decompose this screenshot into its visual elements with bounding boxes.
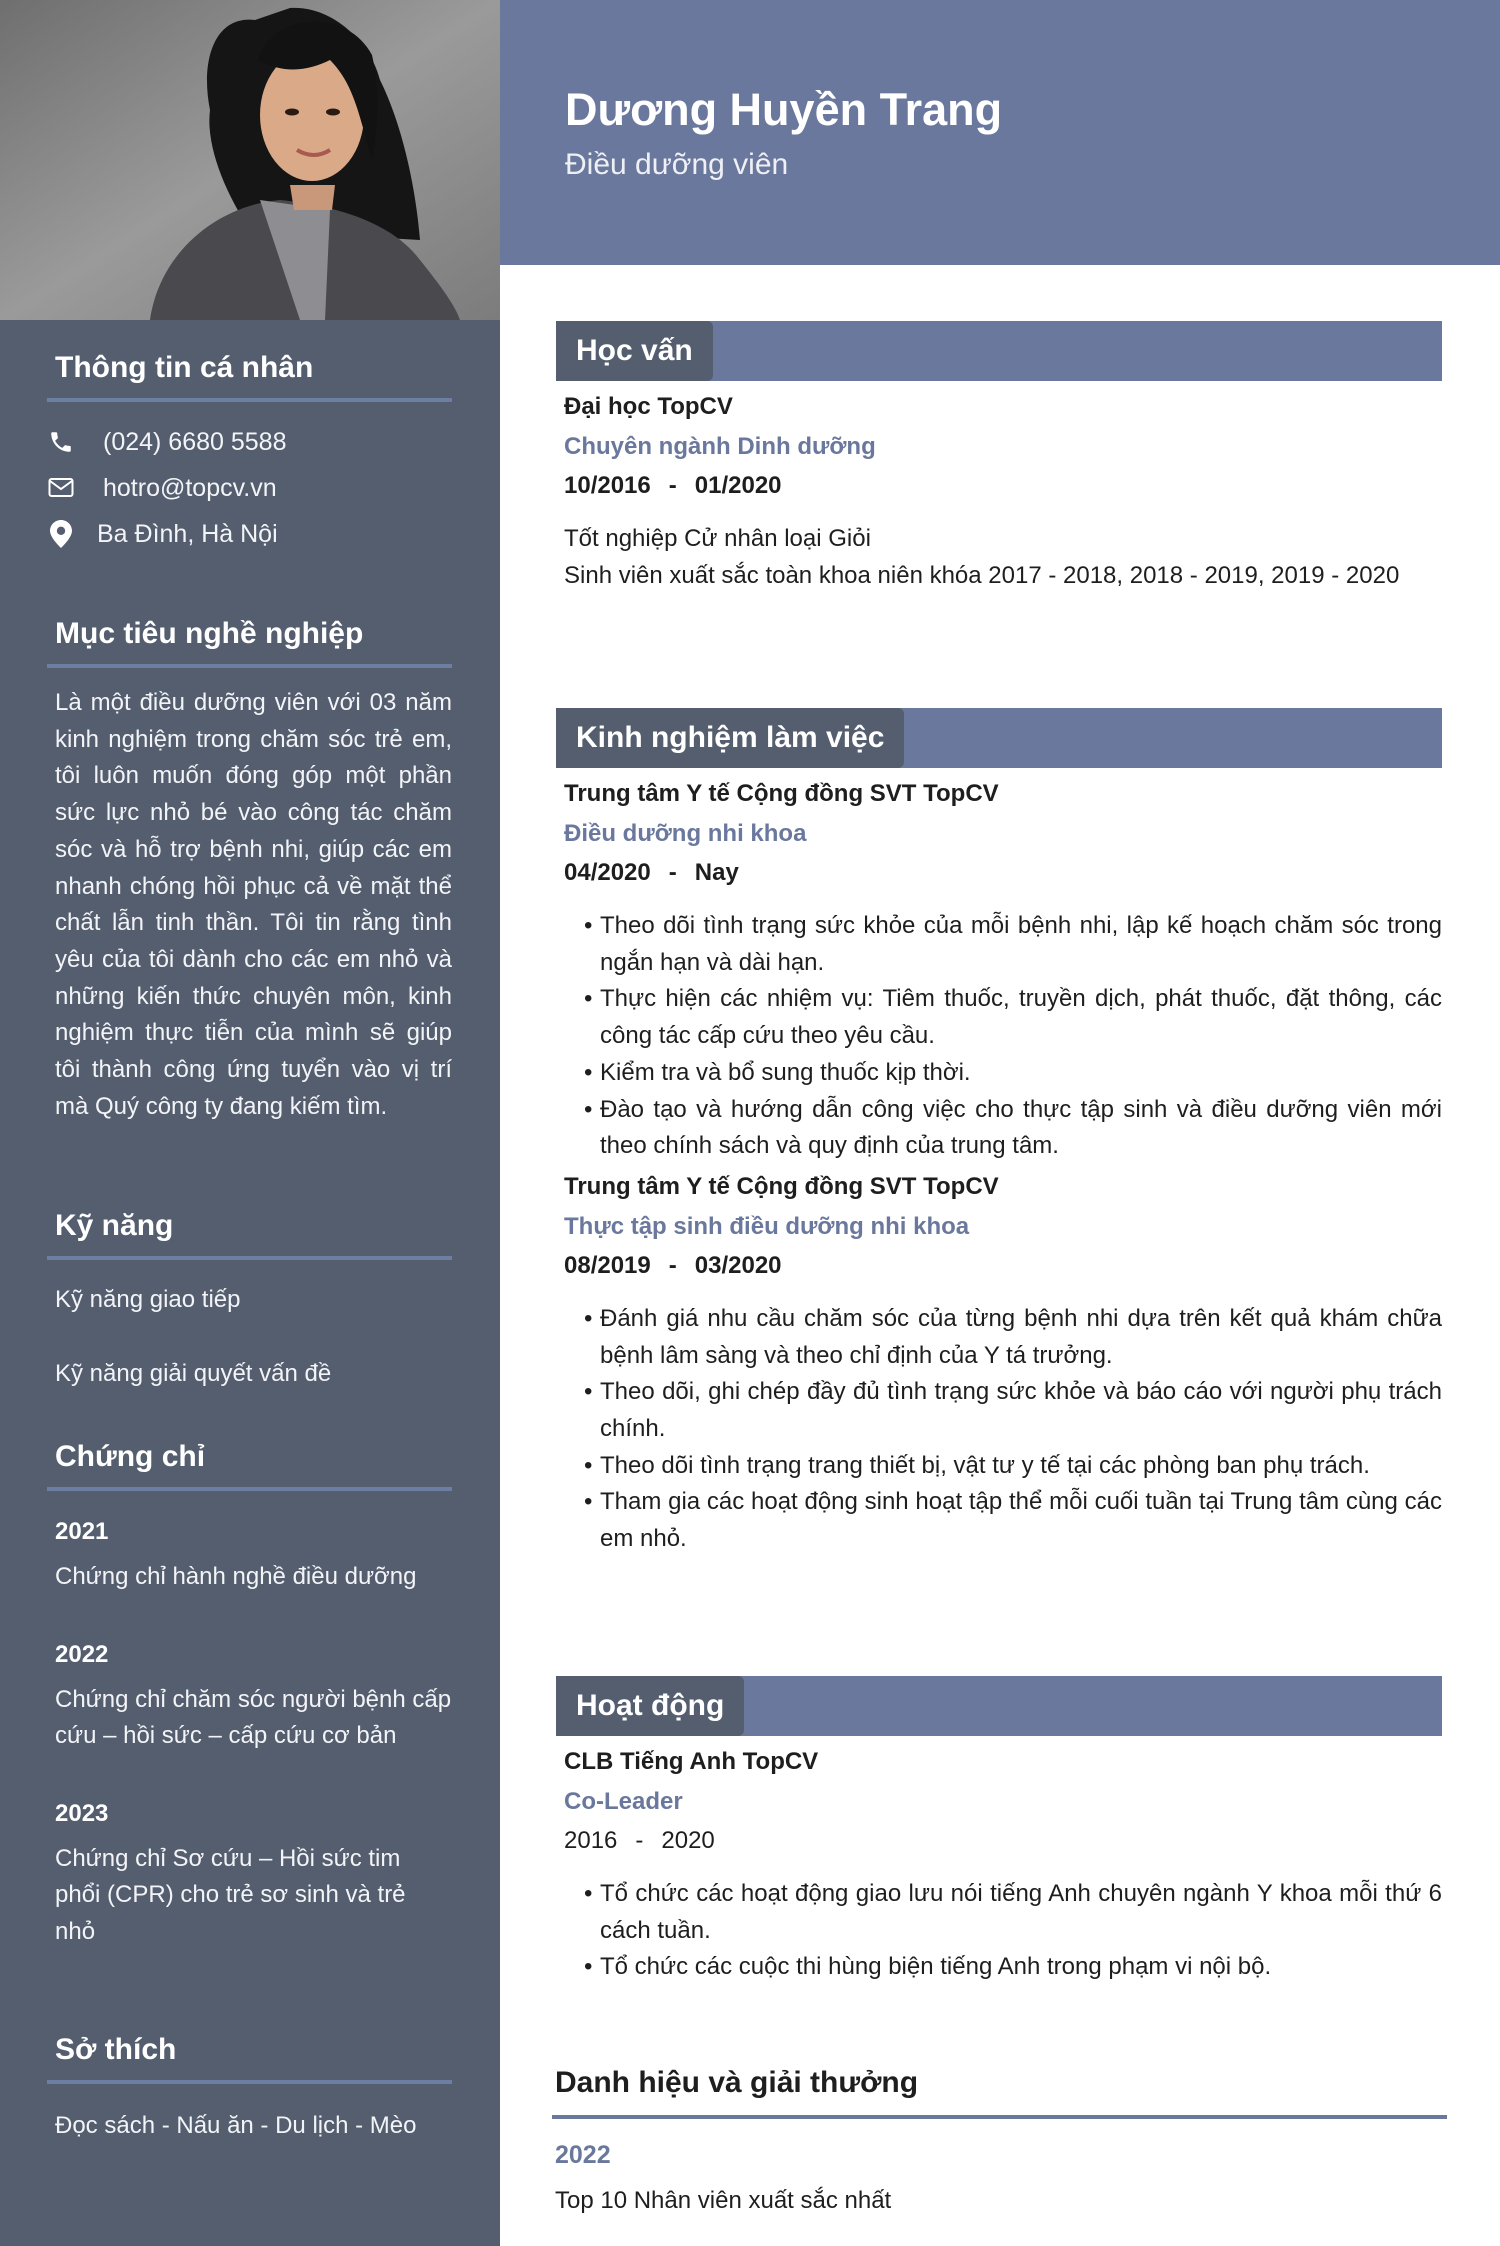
description-line: Sinh viên xuất sắc toàn khoa niên khóa 2017 - 2018, 2018 - 2019, 2019 - 2020 (564, 561, 1400, 589)
list-item: • Đánh giá nhu cầu chăm sóc của từng bệnh nhi dựa trên kết quả khám chữa bệnh lâm sàng và theo chỉ định của Y tá trưởng. (584, 1301, 1442, 1374)
list-item: • Tổ chức các hoạt động giao lưu nói tiếng Anh chuyên ngành Y khoa mỗi thứ 6 cách tuần. (584, 1876, 1442, 1949)
certificate-year: 2023 (55, 1799, 109, 1827)
job-position: Thực tập sinh điều dưỡng nhi khoa (564, 1212, 970, 1240)
date-separator: - (668, 1251, 677, 1279)
awards-section (555, 2063, 1441, 2219)
activity-duties (564, 1876, 1442, 1986)
hobbies-text: Đọc sách - Nấu ăn - Du lịch - Mèo (55, 2112, 417, 2139)
date-separator: - (668, 472, 677, 499)
sidebar (0, 0, 500, 2246)
job-entry (556, 1169, 1442, 1558)
skill-item: Kỹ năng giao tiếp (55, 1286, 241, 1313)
location-text: Ba Đình, Hà Nội (97, 519, 278, 548)
list-item: • Tổ chức các cuộc thi hùng biện tiếng Anh trong phạm vi nội bộ. (584, 1949, 1442, 1986)
list-item: • Đào tạo và hướng dẫn công việc cho thực tập sinh và điều dưỡng viên mới theo chính sách và quy định của trung tâm. (584, 1092, 1442, 1165)
start-date: 08/2019 (564, 1251, 651, 1279)
list-item: • Theo dõi tình trạng trang thiết bị, vật tư y tế tại các phòng ban phụ trách. (584, 1448, 1442, 1485)
end-date: 03/2020 (694, 1251, 782, 1279)
skills-section (55, 1206, 452, 1392)
experience-section (556, 708, 1442, 1558)
experience-title: Kinh nghiệm làm việc (556, 708, 904, 768)
start-date: 10/2016 (564, 472, 651, 499)
date-separator: - (668, 859, 677, 886)
description-line: Tốt nghiệp Cử nhân loại Giỏi (564, 525, 871, 552)
award-name: Top 10 Nhân viên xuất sắc nhất (555, 2187, 892, 2214)
activities-title: Hoạt động (556, 1676, 744, 1736)
start-date: 2016 (564, 1827, 618, 1854)
company-name: Trung tâm Y tế Cộng đồng SVT TopCV (564, 1172, 999, 1200)
certificate-name: Chứng chỉ Sơ cứu – Hồi sức tim phổi (CPR) cho trẻ sơ sinh và trẻ nhỏ (55, 1844, 406, 1945)
objective-section (55, 614, 452, 1125)
section-divider (552, 2115, 1447, 2119)
major: Chuyên ngành Dinh dưỡng (564, 433, 876, 460)
club-name: CLB Tiếng Anh TopCV (564, 1748, 819, 1775)
start-date: 04/2020 (564, 859, 651, 886)
job-dates (564, 1248, 1442, 1284)
contact-list (55, 419, 452, 557)
certificate-item (55, 1638, 452, 1755)
certificates-section (55, 1437, 452, 1950)
club-role: Co-Leader (564, 1788, 683, 1815)
certificate-name: Chứng chỉ chăm sóc người bệnh cấp cứu – hồi sức – cấp cứu cơ bản (55, 1685, 452, 1749)
objective-title: Mục tiêu nghề nghiệp (55, 617, 364, 650)
certificates-title: Chứng chỉ (55, 1440, 206, 1473)
education-entry (556, 389, 1442, 594)
end-date: 01/2020 (694, 472, 782, 499)
activity-dates (564, 1823, 1442, 1859)
award-year: 2022 (555, 2141, 611, 2169)
certificate-item (55, 1797, 452, 1951)
list-item: • Theo dõi tình trạng sức khỏe của mỗi bệnh nhi, lập kế hoạch chăm sóc trong ngắn hạn và dài hạn. (584, 908, 1442, 981)
certificate-year: 2021 (55, 1518, 109, 1545)
awards-title: Danh hiệu và giải thưởng (555, 2066, 919, 2099)
location-pin-icon (47, 520, 75, 548)
section-header-bar (556, 1676, 1442, 1736)
education-section (556, 321, 1442, 594)
personal-info-title: Thông tin cá nhân (55, 351, 314, 384)
contact-email (55, 465, 452, 511)
section-divider (47, 398, 452, 402)
job-position: Điều dưỡng nhi khoa (564, 820, 807, 847)
personal-info-section (55, 348, 452, 557)
phone-text: (024) 6680 5588 (103, 427, 287, 456)
section-header-bar (556, 321, 1442, 381)
date-separator: - (635, 1827, 644, 1854)
hobbies-section (55, 2030, 452, 2144)
school-name: Đại học TopCV (564, 393, 733, 420)
candidate-name: Dương Huyền Trang (565, 84, 1003, 135)
objective-text: Là một điều dưỡng viên với 03 năm kinh nghiệm trong chăm sóc trẻ em, tôi luôn muốn đóng góp một phần sức lực nhỏ bé vào công tác chăm sóc và hỗ trợ bệnh nhi, giúp các em nhanh chóng hồi phục cả về mặt thể chất lẫn tinh thần. Tôi tin rằng tình yêu của tôi dành cho các em nhỏ và những kiến thức chuyên môn, kinh nghiệm thực tiễn của mình sẽ giúp tôi thành công ứng tuyển vào vị trí mà Quý công ty đang kiếm tìm. (55, 689, 452, 1120)
section-divider (47, 2080, 452, 2084)
activity-entry (556, 1744, 1442, 1986)
education-dates (564, 468, 1442, 504)
contact-phone (55, 419, 452, 465)
section-divider (47, 1256, 452, 1260)
education-description (564, 521, 1442, 594)
job-duties (564, 1301, 1442, 1558)
certificate-name: Chứng chỉ hành nghề điều dưỡng (55, 1563, 417, 1590)
email-text: hotro@topcv.vn (103, 473, 277, 502)
skills-title: Kỹ năng (55, 1209, 174, 1242)
activities-section (556, 1676, 1442, 1986)
contact-location (55, 511, 452, 557)
list-item: • Kiểm tra và bổ sung thuốc kịp thời. (584, 1055, 1442, 1092)
list-item: • Tham gia các hoạt động sinh hoạt tập thể mỗi cuối tuần tại Trung tâm cùng các em nhỏ. (584, 1484, 1442, 1557)
profile-photo (0, 0, 500, 320)
certificate-item (55, 1515, 452, 1596)
section-header-bar (556, 708, 1442, 768)
education-title: Học vấn (556, 321, 713, 381)
header-banner (500, 0, 1500, 265)
section-divider (47, 664, 452, 668)
certificate-year: 2022 (55, 1640, 109, 1668)
job-duties (564, 908, 1442, 1165)
job-dates (564, 855, 1442, 891)
end-date: 2020 (661, 1827, 715, 1854)
skill-item: Kỹ năng giải quyết vấn đề (55, 1360, 332, 1387)
end-date: Nay (694, 859, 739, 886)
list-item: • Thực hiện các nhiệm vụ: Tiêm thuốc, truyền dịch, phát thuốc, đặt thông, các công tác cấp cứu theo yêu cầu. (584, 981, 1442, 1054)
company-name: Trung tâm Y tế Cộng đồng SVT TopCV (564, 780, 999, 807)
candidate-role: Điều dưỡng viên (565, 148, 789, 181)
section-divider (47, 1487, 452, 1491)
phone-icon (47, 428, 75, 456)
email-icon (47, 474, 75, 502)
hobbies-title: Sở thích (55, 2033, 177, 2066)
list-item: • Theo dõi, ghi chép đầy đủ tình trạng sức khỏe và báo cáo với người phụ trách chính. (584, 1374, 1442, 1447)
job-entry (556, 776, 1442, 1165)
